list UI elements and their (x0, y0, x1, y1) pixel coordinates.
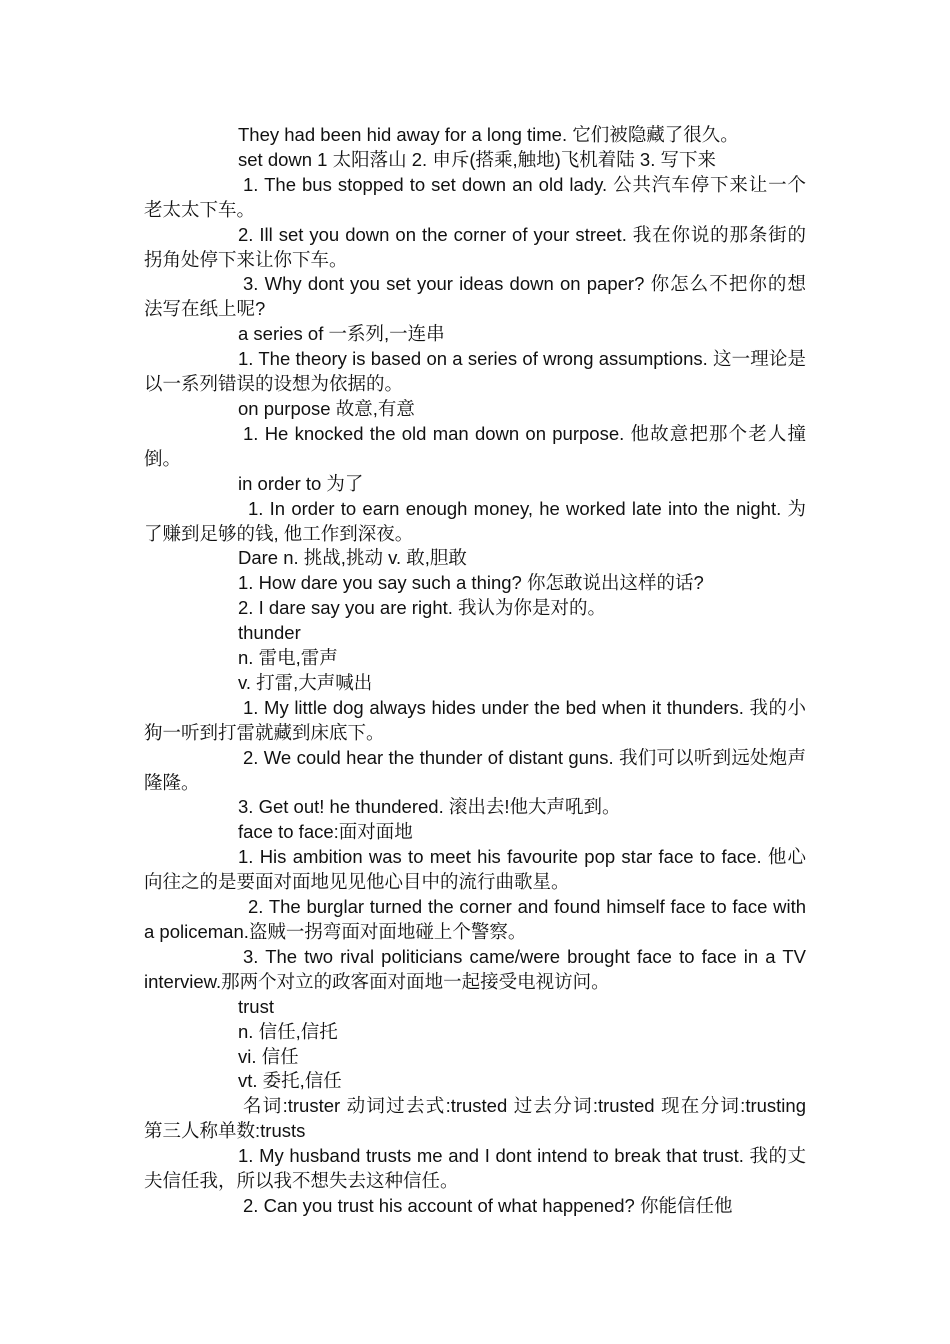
paragraph: 3. Get out! he thundered. 滚出去!他大声吼到。 (238, 796, 621, 818)
paragraph: 1. In order to earn enough money, he worked late into the night. 为了赚到足够的钱, 他工作到深夜。 (144, 497, 806, 544)
paragraph: Dare n. 挑战,挑动 v. 敢,胆敢 (238, 547, 467, 569)
paragraph: 3. Why dont you set your ideas down on paper? 你怎么不把你的想法写在纸上呢? (144, 273, 806, 320)
paragraph: 1. He knocked the old man down on purpose. 他故意把那个老人撞倒。 (144, 422, 806, 469)
paragraph: 3. The two rival politicians came/were brought face to face in a TV interview.那两个对立的政客面对面地一起接受电视访问。 (144, 945, 806, 992)
paragraph: face to face:面对面地 (238, 821, 413, 843)
paragraph: set down 1 太阳落山 2. 申斥(搭乘,触地)飞机着陆 3. 写下来 (238, 148, 716, 170)
paragraph: 2. We could hear the thunder of distant guns. 我们可以听到远处炮声隆隆。 (144, 746, 806, 793)
paragraph: vt. 委托,信任 (238, 1070, 342, 1092)
paragraph: 2. I dare say you are right. 我认为你是对的。 (238, 597, 607, 619)
paragraph: 1. The theory is based on a series of wrong assumptions. 这一理论是以一系列错误的设想为依据的。 (144, 348, 806, 395)
paragraph: They had been hid away for a long time. 它们被隐藏了很久。 (238, 124, 739, 145)
paragraph: 2. The burglar turned the corner and found himself face to face with a policeman.盗贼一拐弯面对面地碰上个警察。 (144, 896, 806, 942)
paragraph: 1. The bus stopped to set down an old lady. 公共汽车停下来让一个老太太下车。 (144, 173, 806, 220)
paragraph: on purpose 故意,有意 (238, 397, 415, 419)
paragraph: v. 打雷,大声喊出 (238, 671, 373, 693)
paragraph: a series of 一系列,一连串 (238, 323, 445, 345)
paragraph: 名词:truster 动词过去式:trusted 过去分词:trusted 现在分词:trusting 第三人称单数:trusts (144, 1095, 806, 1142)
document-body (144, 123, 806, 1219)
paragraph: vi. 信任 (238, 1045, 299, 1067)
paragraph: n. 信任,信托 (238, 1020, 338, 1042)
paragraph: 1. His ambition was to meet his favourite pop star face to face. 他心向往之的是要面对面地见见他心目中的流行曲歌星。 (144, 846, 806, 893)
paragraph: 1. How dare you say such a thing? 你怎敢说出这样的话? (238, 572, 704, 594)
paragraph: 2. Can you trust his account of what happened? 你能信任他 (243, 1194, 733, 1216)
paragraph: in order to 为了 (238, 472, 364, 494)
paragraph: thunder (238, 622, 301, 644)
paragraph: 1. My little dog always hides under the bed when it thunders. 我的小狗一听到打雷就藏到床底下。 (144, 696, 806, 743)
paragraph: 1. My husband trusts me and I dont intend to break that trust. 我的丈夫信任我，所以我不想失去这种信任。 (144, 1145, 806, 1192)
paragraph: 2. Ill set you down on the corner of your street. 我在你说的那条街的拐角处停下来让你下车。 (144, 223, 806, 270)
paragraph: trust (238, 995, 274, 1017)
paragraph: n. 雷电,雷声 (238, 647, 338, 669)
